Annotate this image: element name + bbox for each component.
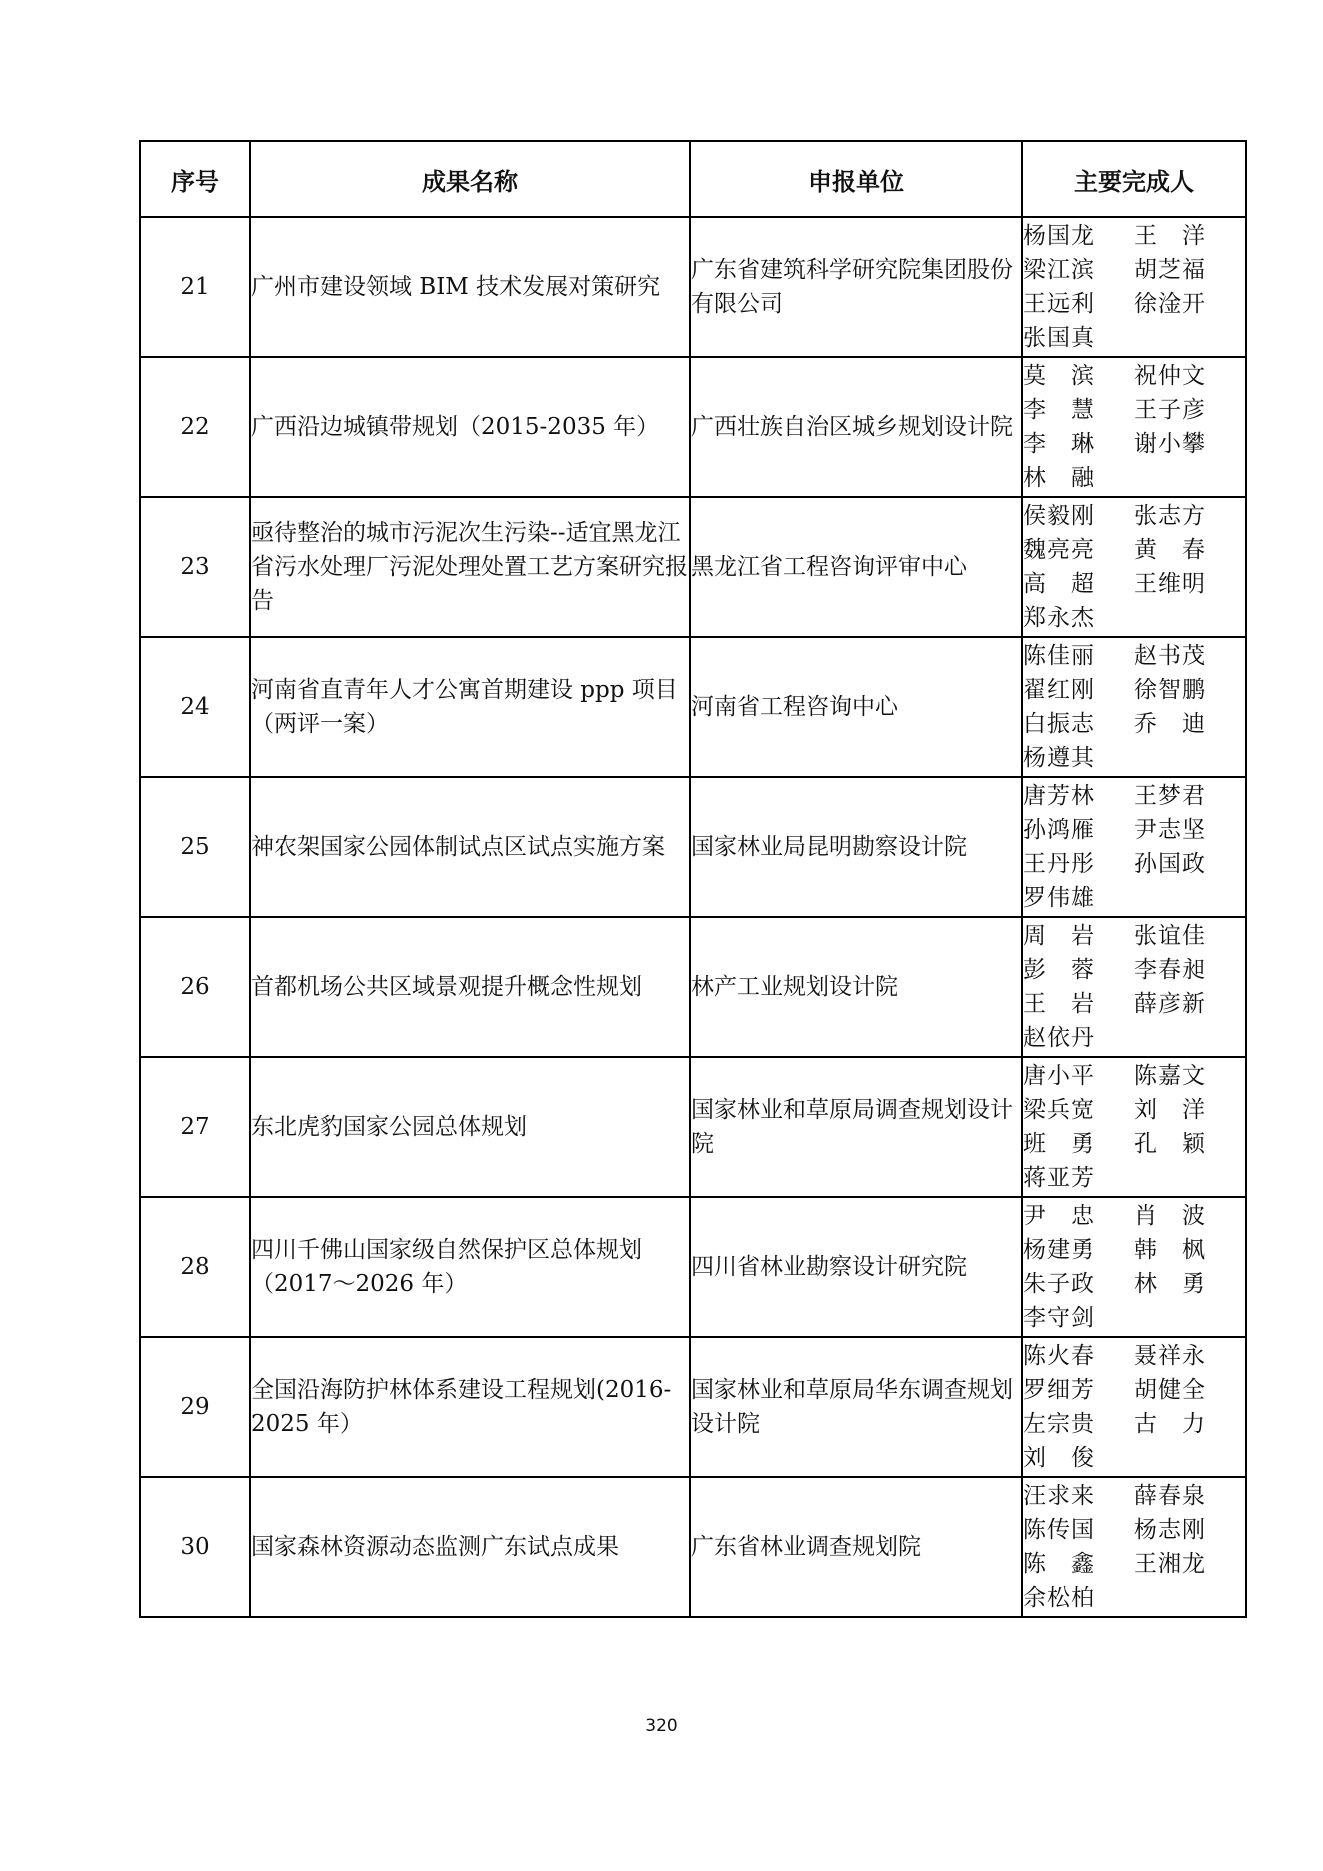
row-achievement-name: 四川千佛山国家级自然保护区总体规划（2017～2026 年） (250, 1197, 690, 1337)
contributor-name: 余松柏 (1023, 1585, 1095, 1611)
contributor-name: 李守剑 (1023, 1305, 1095, 1331)
contributor-name: 尹 忠 (1023, 1203, 1095, 1229)
row-achievement-name: 广西沿边城镇带规划（2015-2035 年） (250, 357, 690, 497)
row-main-contributors (1022, 917, 1246, 1057)
contributors-grid (1023, 1339, 1245, 1475)
row-main-contributors (1022, 1057, 1246, 1197)
contributor-name: 王子彦 (1134, 397, 1206, 423)
contributor-name: 聂祥永 (1134, 1343, 1206, 1369)
contributor-name: 陈嘉文 (1134, 1063, 1206, 1089)
row-seq: 27 (140, 1057, 250, 1197)
row-achievement-name: 广州市建设领域 BIM 技术发展对策研究 (250, 217, 690, 357)
contributor-name: 黄 春 (1134, 537, 1206, 563)
contributor-name: 薛彦新 (1134, 991, 1206, 1017)
contributor-name: 杨遵其 (1023, 745, 1095, 771)
contributors-grid (1023, 1199, 1245, 1335)
contributor-name: 祝仲文 (1134, 363, 1206, 389)
contributor-name: 林 融 (1023, 465, 1095, 491)
contributor-name: 徐智鹏 (1134, 677, 1206, 703)
contributor-name: 梁江滨 (1023, 257, 1095, 283)
row-seq: 29 (140, 1337, 250, 1477)
header-unit: 申报单位 (690, 141, 1022, 217)
contributor-name: 周 岩 (1023, 923, 1095, 949)
row-seq: 30 (140, 1477, 250, 1617)
contributor-name: 左宗贵 (1023, 1411, 1095, 1437)
row-applicant-unit: 四川省林业勘察设计研究院 (690, 1197, 1022, 1337)
table-row (140, 777, 1246, 917)
contributor-name: 胡健全 (1134, 1377, 1206, 1403)
row-seq: 22 (140, 357, 250, 497)
contributor-name: 孙国政 (1134, 851, 1206, 877)
row-applicant-unit: 林产工业规划设计院 (690, 917, 1022, 1057)
awards-table (139, 140, 1247, 1618)
row-applicant-unit: 广东省建筑科学研究院集团股份有限公司 (690, 217, 1022, 357)
row-applicant-unit: 黑龙江省工程咨询评审中心 (690, 497, 1022, 637)
contributors-grid (1023, 499, 1245, 635)
contributor-name: 张志方 (1134, 503, 1206, 529)
row-main-contributors (1022, 497, 1246, 637)
contributor-name: 白振志 (1023, 711, 1095, 737)
row-seq: 28 (140, 1197, 250, 1337)
contributor-name: 薛春泉 (1134, 1483, 1206, 1509)
contributor-name: 王湘龙 (1134, 1551, 1206, 1577)
table-row (140, 1477, 1246, 1617)
table-row (140, 357, 1246, 497)
table-row (140, 1197, 1246, 1337)
contributor-name: 王 岩 (1023, 991, 1095, 1017)
contributor-name: 王维明 (1134, 571, 1206, 597)
contributor-name: 杨志刚 (1134, 1517, 1206, 1543)
contributors-grid (1023, 1059, 1245, 1195)
contributor-name: 李 慧 (1023, 397, 1095, 423)
contributor-name: 罗伟雄 (1023, 885, 1095, 911)
contributor-name: 汪求来 (1023, 1483, 1095, 1509)
row-main-contributors (1022, 637, 1246, 777)
contributor-name: 尹志坚 (1134, 817, 1206, 843)
row-seq: 21 (140, 217, 250, 357)
contributor-name: 胡芝福 (1134, 257, 1206, 283)
row-main-contributors (1022, 357, 1246, 497)
contributor-name: 孙鸿雁 (1023, 817, 1095, 843)
table-row (140, 497, 1246, 637)
contributor-name: 蒋亚芳 (1023, 1165, 1095, 1191)
contributor-name: 刘 俊 (1023, 1445, 1095, 1471)
contributor-name: 梁兵宽 (1023, 1097, 1095, 1123)
header-people: 主要完成人 (1022, 141, 1246, 217)
contributor-name: 陈 鑫 (1023, 1551, 1095, 1577)
contributor-name: 刘 洋 (1134, 1097, 1206, 1123)
row-applicant-unit: 广东省林业调查规划院 (690, 1477, 1022, 1617)
contributor-name: 张国真 (1023, 325, 1095, 351)
contributor-name: 陈火春 (1023, 1343, 1095, 1369)
row-applicant-unit: 河南省工程咨询中心 (690, 637, 1022, 777)
table-row (140, 1337, 1246, 1477)
row-achievement-name: 首都机场公共区域景观提升概念性规划 (250, 917, 690, 1057)
contributor-name: 肖 波 (1134, 1203, 1206, 1229)
contributors-grid (1023, 1479, 1245, 1615)
contributor-name: 翟红刚 (1023, 677, 1095, 703)
contributors-grid (1023, 219, 1245, 355)
contributor-name: 杨建勇 (1023, 1237, 1095, 1263)
header-name: 成果名称 (250, 141, 690, 217)
contributor-name: 郑永杰 (1023, 605, 1095, 631)
contributor-name: 班 勇 (1023, 1131, 1095, 1157)
contributor-name: 高 超 (1023, 571, 1095, 597)
contributor-name: 林 勇 (1134, 1271, 1206, 1297)
table-row (140, 1057, 1246, 1197)
contributor-name: 王 洋 (1134, 223, 1206, 249)
row-main-contributors (1022, 1337, 1246, 1477)
row-achievement-name: 东北虎豹国家公园总体规划 (250, 1057, 690, 1197)
row-applicant-unit: 广西壮族自治区城乡规划设计院 (690, 357, 1022, 497)
table-row (140, 217, 1246, 357)
contributor-name: 魏亮亮 (1023, 537, 1095, 563)
row-seq: 25 (140, 777, 250, 917)
contributor-name: 王梦君 (1134, 783, 1206, 809)
contributor-name: 唐芳林 (1023, 783, 1095, 809)
row-seq: 23 (140, 497, 250, 637)
contributor-name: 赵依丹 (1023, 1025, 1095, 1051)
row-seq: 26 (140, 917, 250, 1057)
row-applicant-unit: 国家林业和草原局华东调查规划设计院 (690, 1337, 1022, 1477)
contributor-name: 朱子政 (1023, 1271, 1095, 1297)
contributor-name: 莫 滨 (1023, 363, 1095, 389)
row-applicant-unit: 国家林业局昆明勘察设计院 (690, 777, 1022, 917)
contributors-grid (1023, 639, 1245, 775)
contributor-name: 古 力 (1134, 1411, 1206, 1437)
contributor-name: 李春昶 (1134, 957, 1206, 983)
contributor-name: 赵书茂 (1134, 643, 1206, 669)
contributor-name: 王丹彤 (1023, 851, 1095, 877)
contributors-grid (1023, 359, 1245, 495)
table-body (140, 217, 1246, 1617)
row-main-contributors (1022, 1477, 1246, 1617)
row-main-contributors (1022, 217, 1246, 357)
row-achievement-name: 亟待整治的城市污泥次生污染--适宜黑龙江省污水处理厂污泥处理处置工艺方案研究报告 (250, 497, 690, 637)
row-main-contributors (1022, 777, 1246, 917)
table-header-row (140, 141, 1246, 217)
contributor-name: 杨国龙 (1023, 223, 1095, 249)
contributor-name: 王远利 (1023, 291, 1095, 317)
contributor-name: 张谊佳 (1134, 923, 1206, 949)
contributor-name: 唐小平 (1023, 1063, 1095, 1089)
row-achievement-name: 国家森林资源动态监测广东试点成果 (250, 1477, 690, 1617)
table-row (140, 917, 1246, 1057)
row-seq: 24 (140, 637, 250, 777)
contributor-name: 乔 迪 (1134, 711, 1206, 737)
contributors-grid (1023, 779, 1245, 915)
row-achievement-name: 神农架国家公园体制试点区试点实施方案 (250, 777, 690, 917)
row-main-contributors (1022, 1197, 1246, 1337)
contributor-name: 罗细芳 (1023, 1377, 1095, 1403)
contributor-name: 谢小攀 (1134, 431, 1206, 457)
contributors-grid (1023, 919, 1245, 1055)
contributor-name: 陈佳丽 (1023, 643, 1095, 669)
row-achievement-name: 全国沿海防护林体系建设工程规划(2016-2025 年） (250, 1337, 690, 1477)
table-row (140, 637, 1246, 777)
contributor-name: 陈传国 (1023, 1517, 1095, 1543)
contributor-name: 韩 枫 (1134, 1237, 1206, 1263)
row-applicant-unit: 国家林业和草原局调查规划设计院 (690, 1057, 1022, 1197)
contributor-name: 侯毅刚 (1023, 503, 1095, 529)
page-number: 320 (645, 1716, 678, 1736)
row-achievement-name: 河南省直青年人才公寓首期建设 ppp 项目（两评一案） (250, 637, 690, 777)
contributor-name: 徐淦开 (1134, 291, 1206, 317)
header-seq: 序号 (140, 141, 250, 217)
contributor-name: 孔 颖 (1134, 1131, 1206, 1157)
contributor-name: 彭 蓉 (1023, 957, 1095, 983)
contributor-name: 李 琳 (1023, 431, 1095, 457)
